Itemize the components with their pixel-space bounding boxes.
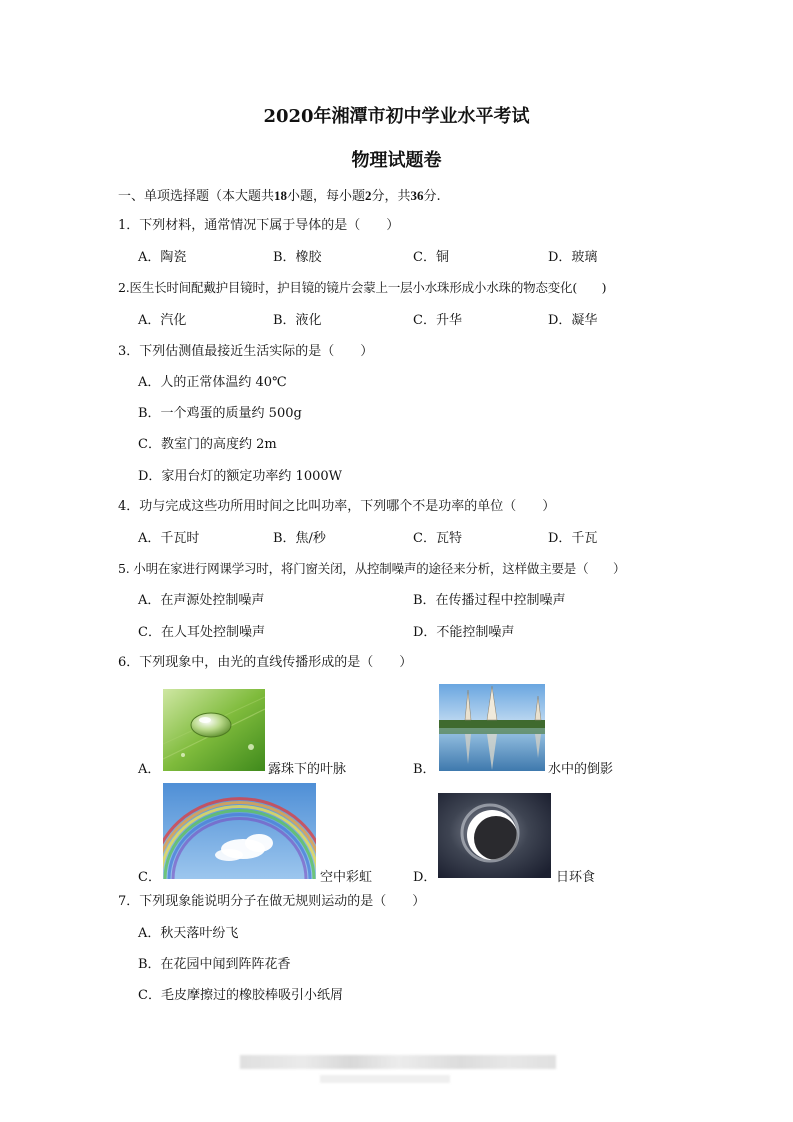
option: A．秋天落叶纷飞 (138, 926, 239, 941)
option: D．千瓦 (548, 531, 598, 546)
option: C．在人耳处控制噪声 (138, 625, 265, 640)
option: C．瓦特 (413, 531, 462, 546)
image-caption: 日环食 (556, 870, 596, 885)
option: B．液化 (273, 313, 322, 328)
section-heading-mid2: 分，共 (371, 189, 411, 204)
footer-watermark (240, 1055, 556, 1069)
option: A．汽化 (138, 313, 187, 328)
question-stem: 4．功与完成这些功所用时间之比叫功率，下列哪个不是功率的单位（ ） (118, 499, 556, 514)
option: A．陶瓷 (138, 250, 187, 265)
section-heading-prefix: 一、单项选择题（本大题共 (118, 189, 275, 204)
option: B．在花园中闻到阵阵花香 (138, 957, 291, 972)
question-stem: 3．下列估测值最接近生活实际的是（ ） (118, 344, 374, 359)
option: B．在传播过程中控制噪声 (413, 593, 566, 608)
question-stem: 5. 小明在家进行网课学习时，将门窗关闭，从控制噪声的途径来分析，这样做主要是（ ） (118, 561, 626, 576)
page-subtitle: 物理试题卷 (351, 150, 442, 171)
option: C．教室门的高度约 2m (138, 437, 277, 452)
option: B．一个鸡蛋的质量约 500g (138, 406, 302, 421)
option: D．凝华 (548, 313, 598, 328)
option: D．玻璃 (548, 250, 598, 265)
option: A．千瓦时 (138, 531, 200, 546)
image-caption: 水中的倒影 (548, 762, 614, 777)
question-stem: 1．下列材料，通常情况下属于导体的是（ ） (118, 218, 400, 233)
footer-watermark-line (320, 1075, 450, 1083)
option: D．不能控制噪声 (413, 625, 515, 640)
rainbow-image (163, 783, 316, 879)
image-caption: 空中彩虹 (320, 870, 373, 885)
option: A． (138, 762, 161, 777)
option: C．铜 (413, 250, 449, 265)
section-heading-n1: 18 (274, 188, 288, 203)
leaf-droplet-image (163, 689, 265, 771)
annular-eclipse-image (438, 793, 551, 878)
option: B．焦/秒 (273, 531, 326, 546)
section-heading (118, 188, 441, 205)
section-heading-mid1: 小题，每小题 (287, 189, 366, 204)
option: B．橡胶 (273, 250, 322, 265)
option: C．毛皮摩擦过的橡胶棒吸引小纸屑 (138, 988, 343, 1003)
section-heading-n2: 2 (365, 188, 372, 203)
option: C．升华 (413, 313, 462, 328)
pagoda-reflection-image (439, 684, 545, 771)
question-stem: 7．下列现象能说明分子在做无规则运动的是（ ） (118, 894, 426, 909)
section-heading-suffix: 分. (423, 189, 441, 204)
option: C． (138, 870, 161, 885)
image-caption: 露珠下的叶脉 (268, 762, 347, 777)
option: A．人的正常体温约 40℃ (138, 375, 287, 390)
question-stem: 6．下列现象中，由光的直线传播形成的是（ ） (118, 655, 413, 670)
option: D．家用台灯的额定功率约 1000W (138, 469, 343, 484)
option: B． (413, 762, 436, 777)
option: D． (413, 870, 437, 885)
question-stem: 2.医生长时间配戴护目镜时，护目镜的镜片会蒙上一层小水珠形成小水珠的物态变化( ) (118, 280, 607, 295)
page-title: 2020年湘潭市初中学业水平考试 (263, 106, 530, 127)
section-heading-n3: 36 (410, 188, 424, 203)
option: A．在声源处控制噪声 (138, 593, 265, 608)
